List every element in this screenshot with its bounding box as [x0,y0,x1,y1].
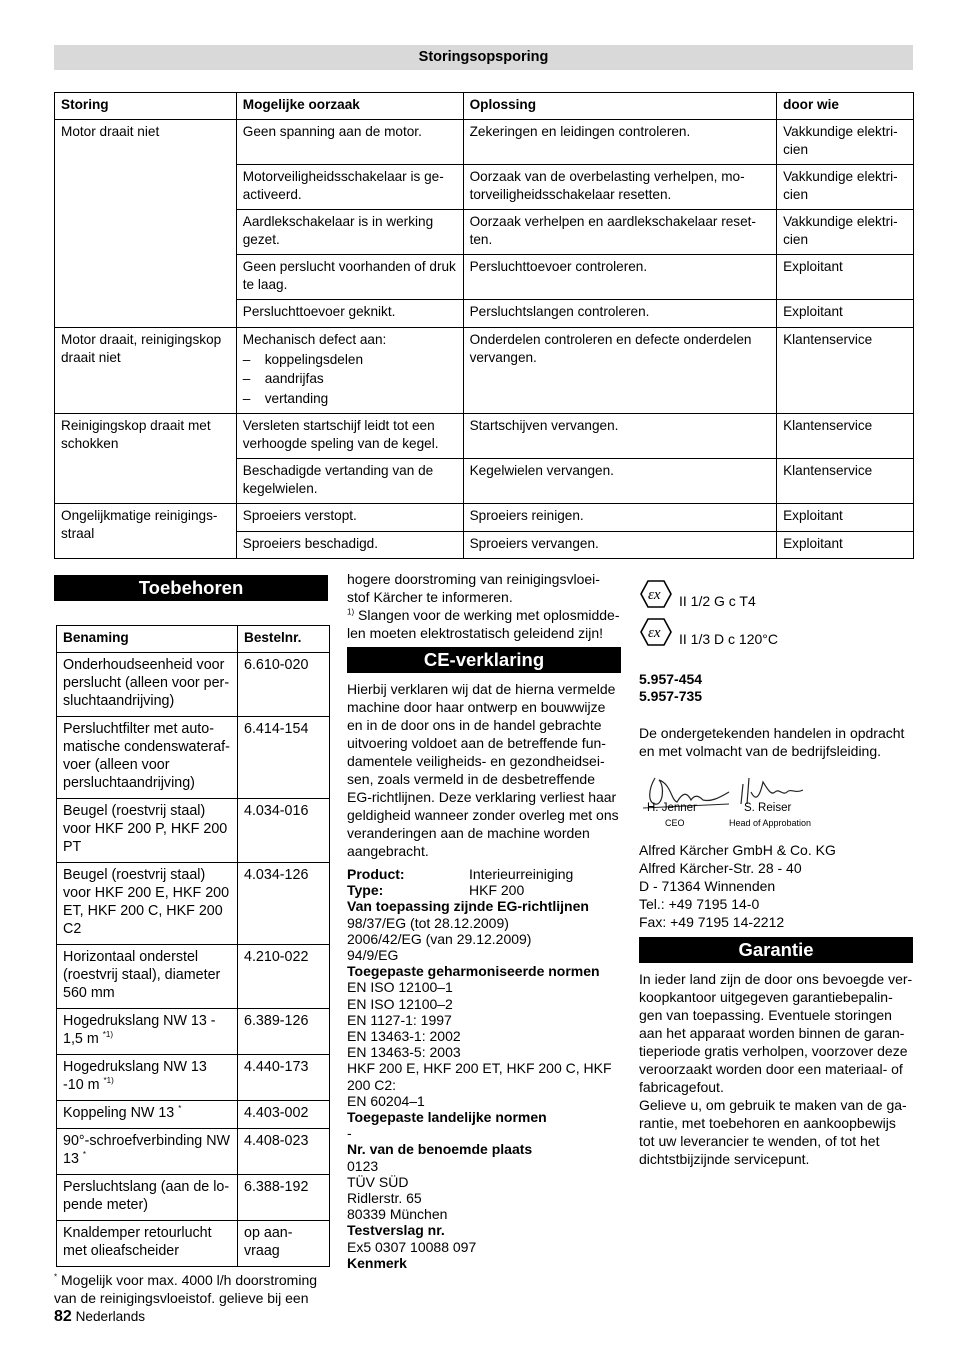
list-item: – koppelingsdelen [243,351,457,369]
cell-oorzaak: Geen perslucht voorhanden of druk te laag. [236,255,463,300]
directive-item: 94/9/EG [347,947,399,964]
company-address [639,841,913,931]
footnote-ref: * [178,1104,182,1114]
norm-item: EN ISO 12100–1 [347,979,453,996]
part-number: 5.957-454 [639,671,703,687]
cell-oplossing: Kegelwielen vervangen. [463,459,777,504]
ce-column [347,570,621,1271]
address-line: Alfred Kärcher-Str. 28 - 40 [639,860,802,876]
directives-label: Van toepassing zijnde EG-richtlijnen [347,898,589,915]
cell-oplossing: Sproeiers reinigen. [463,504,777,532]
address-line: Tel.: +49 7195 14-0 [639,896,760,912]
cell-benaming [57,1055,238,1101]
section-header-storingsopsporing: Storingsopsporing [54,45,913,70]
mark-label: Kenmerk [347,1254,407,1271]
table-row [57,1129,330,1175]
signer2-name: S. Reiser [744,802,792,814]
signatures [639,774,913,844]
norm-item: EN 60204–1 [347,1092,425,1109]
column-header: Benaming [57,626,238,653]
signer1-name: H. Jenner [647,802,697,814]
ex-marking-row [639,613,913,651]
cell-door-wie: Exploitant [777,504,914,532]
norm-item: EN 13463-1: 2002 [347,1028,461,1045]
cell-oorzaak: Sproeiers beschadigd. [236,531,463,559]
notified-label: Nr. van de benoemde plaats [347,1141,533,1158]
ex-hexagon-icon [639,617,673,647]
right-column [639,575,913,1168]
part-number: 5.957-735 [639,688,703,704]
norm-item: EN ISO 12100–2 [347,995,453,1012]
product-label: Product: [347,866,405,882]
directive-item: 98/37/EG (tot 28.12.2009) [347,914,509,931]
table-row [57,1101,330,1129]
cell-door-wie: Exploitant [777,255,914,300]
table-row [55,414,914,459]
list-item: – aandrijfas [243,370,457,388]
cell-bestelnr: 6.389-126 [238,1009,330,1055]
cell-bestelnr: op aan-vraag [238,1221,330,1267]
cell-storing: Motor draait, reinigingskop draait niet [55,328,237,414]
footnote [54,1271,328,1307]
notified-item: TÜV SÜD [347,1173,409,1190]
cell-bestelnr: 6.414-154 [238,717,330,799]
national-label: Toegepaste landelijke normen [347,1109,547,1126]
cell-benaming: Knaldemper retourlucht met olieafscheider [57,1221,238,1267]
cell-benaming [57,1129,238,1175]
footnote-text: Slangen voor de werking met oplosmidde-len moeten elektrostatisch geleidend zijn! [347,607,620,641]
cell-benaming: Beugel (roestvrij staal) voor HKF 200 E, HKF 200 ET, HKF 200 C, HKF 200 C2 [57,863,238,945]
table-row [57,653,330,717]
page-footer [54,1308,145,1326]
table-row [55,504,914,532]
troubleshooting-table [54,92,914,559]
ce-details [347,866,621,1271]
section-header-toebehoren: Toebehoren [54,575,328,601]
table-row [55,120,914,165]
notified-item: 80339 München [347,1206,448,1223]
signer2-role: Head of Approbation [729,818,812,828]
table-row [57,863,330,945]
cell-oplossing: Persluchtslangen controleren. [463,300,777,328]
ex-hexagon-icon [639,579,673,609]
column-header: Storing [55,93,237,120]
table-row [57,1175,330,1221]
item-name: 90°-schroefverbinding NW 13 [63,1133,231,1167]
cell-benaming: Beugel (roestvrij staal) voor HKF 200 P, HKF 200 PT [57,799,238,863]
table-row [57,1009,330,1055]
cause-text: Mechanisch defect aan: [242,332,387,347]
cell-door-wie: Vakkundige elektri-cien [777,165,914,210]
list-item: – vertanding [243,390,457,408]
cell-oorzaak: Sproeiers verstopt. [236,504,463,532]
footnote-text: Mogelijk voor max. 4000 l/h doorstroming van de reinigingsvloeistof. gelieve bij een [54,1272,318,1306]
norm-item: EN 13463-5: 2003 [347,1044,461,1061]
product-value: Interieurreiniging [469,866,574,882]
cell-storing: Ongelijkmatige reinigings-straal [55,504,237,559]
address-line: D - 71364 Winnenden [639,878,776,894]
table-row [57,1221,330,1267]
address-line: Alfred Kärcher GmbH & Co. KG [639,842,836,858]
table-header-row [57,626,330,653]
cell-door-wie: Vakkundige elektri-cien [777,120,914,165]
cell-bestelnr: 6.610-020 [238,653,330,717]
cell-oorzaak: Persluchttoevoer geknikt. [236,300,463,328]
cell-door-wie: Exploitant [777,300,914,328]
address-line: Fax: +49 7195 14-2212 [639,914,785,930]
section-header-garantie: Garantie [639,937,913,963]
cell-oorzaak [236,328,463,414]
ex-marking-text: II 1/2 G c T4 [679,593,756,609]
column-header: Mogelijke oorzaak [236,93,463,120]
cell-storing: Motor draait niet [55,120,237,328]
table-row [57,1055,330,1101]
signers-text: De ondergetekenden handelen in opdracht en met volmacht van de bedrijfsleiding. [639,725,905,759]
item-name: Hogedrukslang NW 13 - 1,5 m [63,1013,216,1047]
table-row [57,799,330,863]
cell-oplossing: Startschijven vervangen. [463,414,777,459]
footnote-mark: 1) [347,607,355,617]
table-row [55,328,914,414]
table-row [57,945,330,1009]
cell-door-wie: Klantenservice [777,414,914,459]
cell-oorzaak: Beschadigde vertanding van de kegelwielen. [236,459,463,504]
cell-oplossing: Zekeringen en leidingen controleren. [463,120,777,165]
type-label: Type: [347,882,384,899]
footnote-ref: *1) [103,1076,114,1086]
item-name: Hogedrukslang NW 13 -10 m [63,1059,207,1093]
column-header: Bestelnr. [238,626,330,653]
cell-benaming [57,1009,238,1055]
table-row [57,717,330,799]
table-header-row [55,93,914,120]
report-label: Testverslag nr. [347,1222,445,1239]
cell-benaming: Horizontaal onderstel (roestvrij staal), diameter 560 mm [57,945,238,1009]
footnote-mark: * [54,1272,58,1282]
cell-bestelnr: 4.403-002 [238,1101,330,1129]
cell-oorzaak: Geen spanning aan de motor. [236,120,463,165]
cell-oplossing: Oorzaak van de overbelasting verhelpen, mo-torveiligheidsschakelaar resetten. [463,165,777,210]
cell-oorzaak: Motorveiligheidsschakelaar is ge-activeerd. [236,165,463,210]
cell-door-wie: Vakkundige elektri-cien [777,210,914,255]
column-header: Oplossing [463,93,777,120]
garantie-paragraph: In ieder land zijn de door ons bevoegde ver-koopkantoor uitgegeven garantiebepalin-gen van toepassing. Eventuele storingen aan het apparaat worden binnen de garan-tieperiode gratis verholpen, voorzover deze veroorzaakt worden door een materiaal- of fabricagefout. [639,971,913,1095]
footnote-2 [347,606,621,642]
svg-text:εx: εx [648,587,661,603]
cell-bestelnr: 4.210-022 [238,945,330,1009]
cell-door-wie: Klantenservice [777,459,914,504]
cell-bestelnr: 4.408-023 [238,1129,330,1175]
toebehoren-column [54,575,328,1307]
cell-door-wie: Klantenservice [777,328,914,414]
cell-benaming: Persluchtfilter met auto-matische condenswateraf-voer (alleen voor persluchtaandrijving) [57,717,238,799]
column-header: door wie [777,93,914,120]
accessories-table [56,625,330,1267]
signer1-role: CEO [665,818,685,828]
cell-benaming [57,1101,238,1129]
cell-benaming: Persluchtslang (aan de lo-pende meter) [57,1175,238,1221]
ce-intro: Hierbij verklaren wij dat de hierna vermelde machine door haar ontwerp en bouwwijze en in de door ons in de handel gebrachte uitvoering voldoet aan de betreffende fun-damentele veiligheids- en gezondheidsei-sen, zoals vermeld in de desbetreffende EG-richtlijnen. Deze verklaring verliest haar geldigheid wanneer zonder overleg met ons veranderingen aan de machine worden aangebracht. [347,681,619,859]
defect-list [243,351,457,408]
type-value: HKF 200 [469,882,525,899]
cell-storing: Reinigingskop draait met schokken [55,414,237,504]
cell-door-wie: Exploitant [777,531,914,559]
svg-text:εx: εx [648,625,661,641]
garantie-paragraph: Gelieve u, om gebruik te maken van de ga-rantie, met toebehoren en aankoopbewijs tot uw leverancier te wenden, of tot het dichtstbijzijnde servicepunt. [639,1097,907,1167]
cell-oorzaak: Versleten startschijf leidt tot een verhoogde speling van de kegel. [236,414,463,459]
national-item: - [347,1125,352,1142]
cell-benaming: Onderhoudseenheid voor perslucht (alleen voor per-sluchtaandrijving) [57,653,238,717]
cell-oplossing: Sproeiers vervangen. [463,531,777,559]
cell-oplossing: Persluchttoevoer controleren. [463,255,777,300]
footer-language: Nederlands [75,1309,146,1324]
cell-oplossing: Onderdelen controleren en defecte onderdelen vervangen. [463,328,777,414]
notified-item: 0123 [347,1157,379,1174]
cell-bestelnr: 6.388-192 [238,1175,330,1221]
notified-item: Ridlerstr. 65 [347,1190,422,1207]
norm-item: HKF 200 E, HKF 200 ET, HKF 200 C, HKF 200 C2: [347,1060,612,1093]
cell-bestelnr: 4.034-016 [238,799,330,863]
report-item: Ex5 0307 10088 097 [347,1238,477,1255]
cell-oplossing: Oorzaak verhelpen en aardlekschakelaar reset-ten. [463,210,777,255]
ex-marking-text: II 1/3 D c 120°C [679,631,778,647]
directive-item: 2006/42/EG (van 29.12.2009) [347,930,532,947]
footnote-ref: * [82,1150,87,1160]
ex-marking-row [639,575,913,613]
item-name: Koppeling NW 13 [63,1105,175,1121]
section-header-ce: CE-verklaring [347,647,621,673]
norm-item: EN 1127-1: 1997 [347,1011,452,1028]
cell-oorzaak: Aardlekschakelaar is in werking gezet. [236,210,463,255]
footnote-continuation: hogere doorstroming van reinigingsvloei-stof Kärcher te informeren. [347,571,600,605]
cell-bestelnr: 4.440-173 [238,1055,330,1101]
footnote-ref: *1) [102,1030,113,1040]
cell-bestelnr: 4.034-126 [238,863,330,945]
page-number: 82 [54,1308,72,1325]
harmonised-label: Toegepaste geharmoniseerde normen [347,963,600,980]
